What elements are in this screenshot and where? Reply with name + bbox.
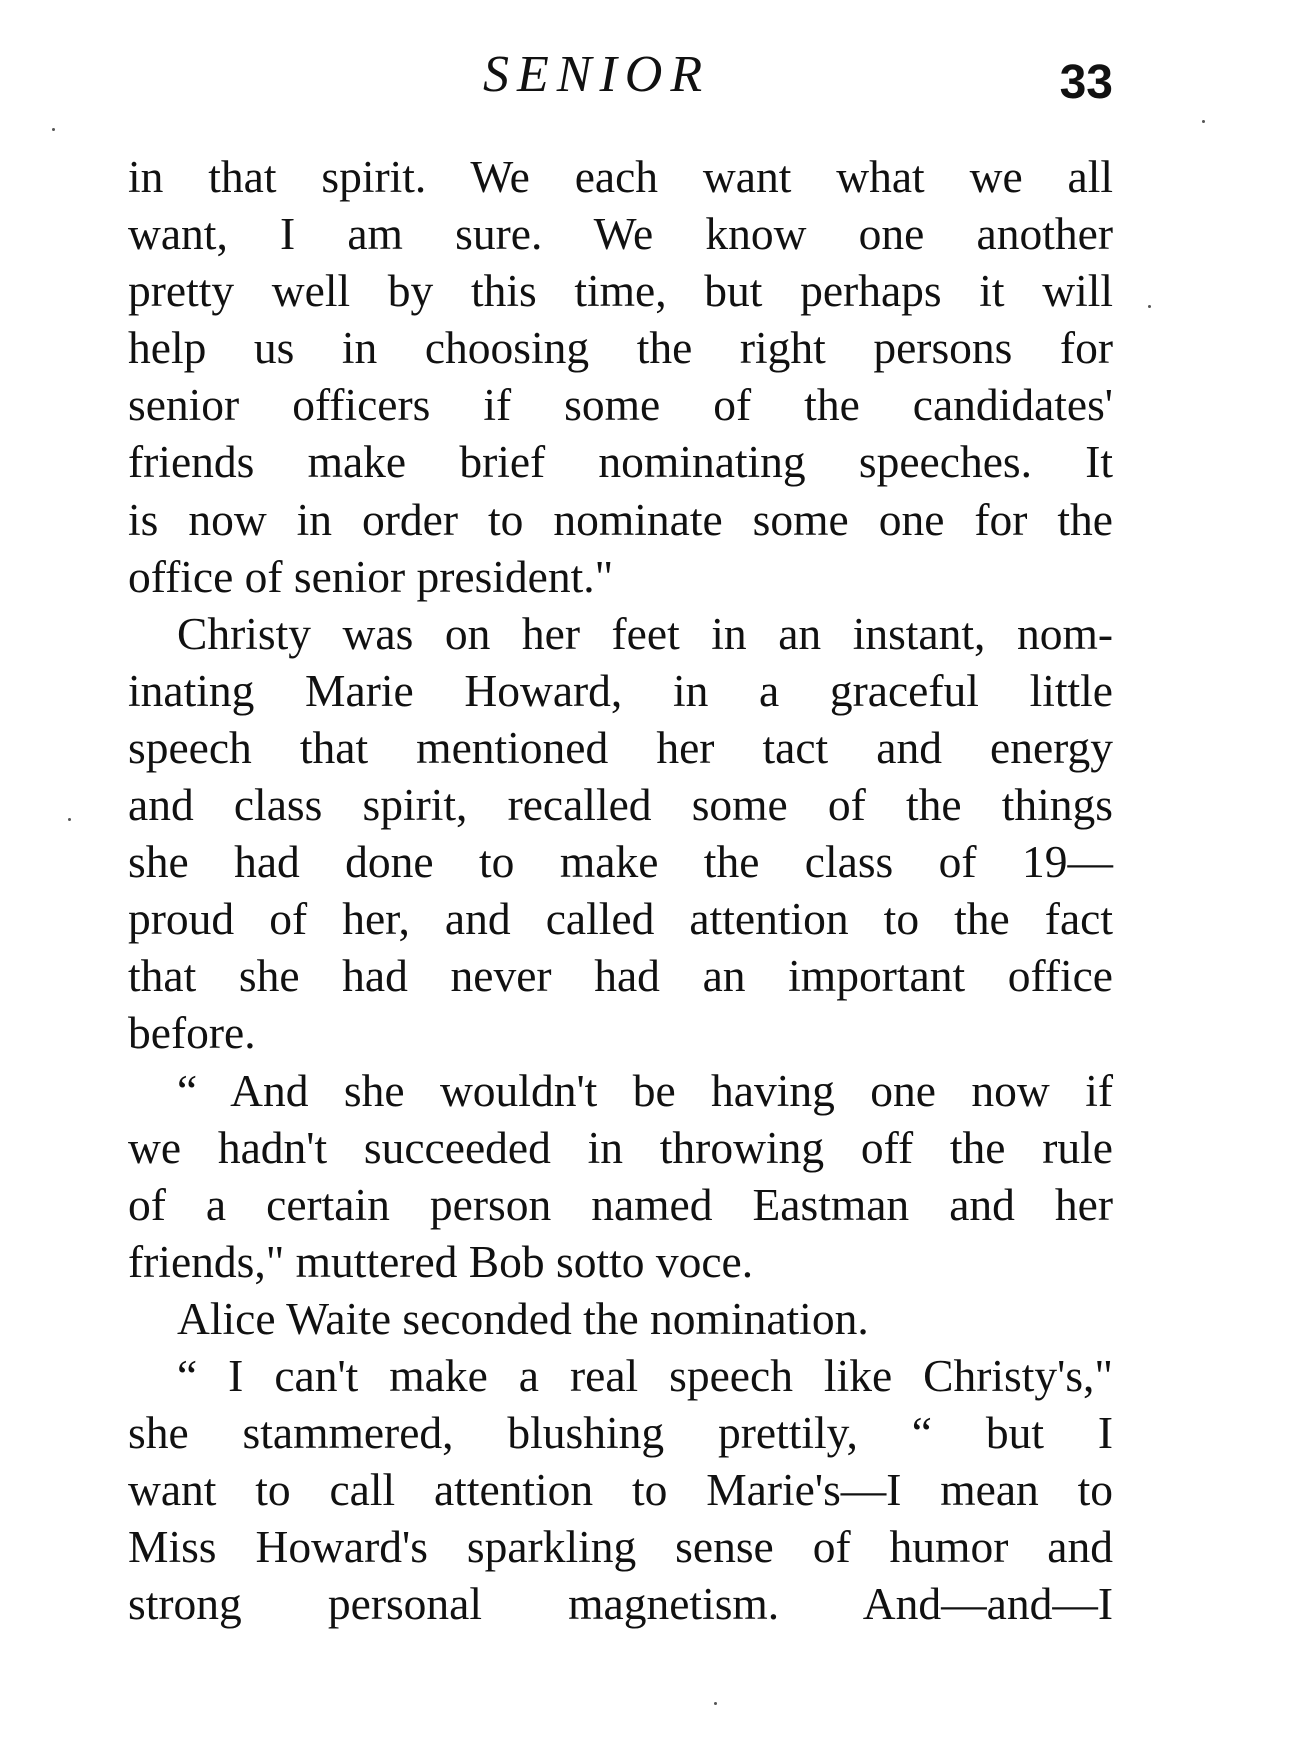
text-line: inating Marie Howard, in a graceful little (128, 664, 1113, 716)
text-line: that she had never had an important office (128, 950, 1113, 1002)
text-line: she stammered, blushing prettily, “ but I (128, 1407, 1113, 1459)
running-head (128, 40, 1128, 110)
text-line: “ And she wouldn't be having one now if (177, 1064, 1113, 1116)
text-line: help us in choosing the right persons for (128, 322, 1113, 374)
running-title: SENIOR (483, 46, 711, 103)
text-line: proud of her, and called attention to the fact (128, 893, 1113, 945)
text-line: senior officers if some of the candidates' (128, 379, 1113, 431)
text-line: Miss Howard's sparkling sense of humor and (128, 1521, 1113, 1573)
text-line: want to call attention to Marie's—I mean to (128, 1464, 1113, 1516)
print-speck (68, 818, 71, 821)
paragraph-1 (128, 148, 1113, 605)
page-number: 33 (1059, 56, 1113, 109)
paragraph-2 (128, 605, 1113, 1062)
text-line: Christy was on her feet in an instant, nom- (177, 607, 1113, 659)
text-line: want, I am sure. We know one another (128, 208, 1113, 260)
print-speck (1148, 305, 1151, 308)
paragraph-4 (128, 1290, 1113, 1347)
text-line: Alice Waite seconded the nomination. (177, 1292, 869, 1344)
text-line: in that spirit. We each want what we all (128, 151, 1113, 202)
print-speck (1202, 120, 1205, 123)
text-line: and class spirit, recalled some of the things (128, 779, 1113, 831)
print-speck (714, 1702, 717, 1705)
text-line: of a certain person named Eastman and her (128, 1178, 1113, 1230)
text-line: before. (128, 1007, 256, 1059)
paragraph-5 (128, 1347, 1113, 1632)
text-line: speech that mentioned her tact and energy (128, 721, 1113, 773)
text-line: office of senior president." (128, 550, 614, 602)
text-line: we hadn't succeeded in throwing off the rule (128, 1121, 1113, 1173)
text-line: is now in order to nominate some one for the (128, 493, 1113, 545)
paragraph-3 (128, 1062, 1113, 1290)
print-speck (52, 128, 55, 131)
text-line: she had done to make the class of 19— (128, 836, 1113, 888)
text-line: strong personal magnetism. And—and—I (128, 1578, 1113, 1630)
text-line: pretty well by this time, but perhaps it will (128, 265, 1113, 317)
text-line: friends make brief nominating speeches. It (128, 436, 1113, 488)
body-text (128, 148, 1113, 1632)
text-line: friends," muttered Bob sotto voce. (128, 1235, 754, 1287)
text-line: “ I can't make a real speech like Christy's," (177, 1349, 1113, 1401)
